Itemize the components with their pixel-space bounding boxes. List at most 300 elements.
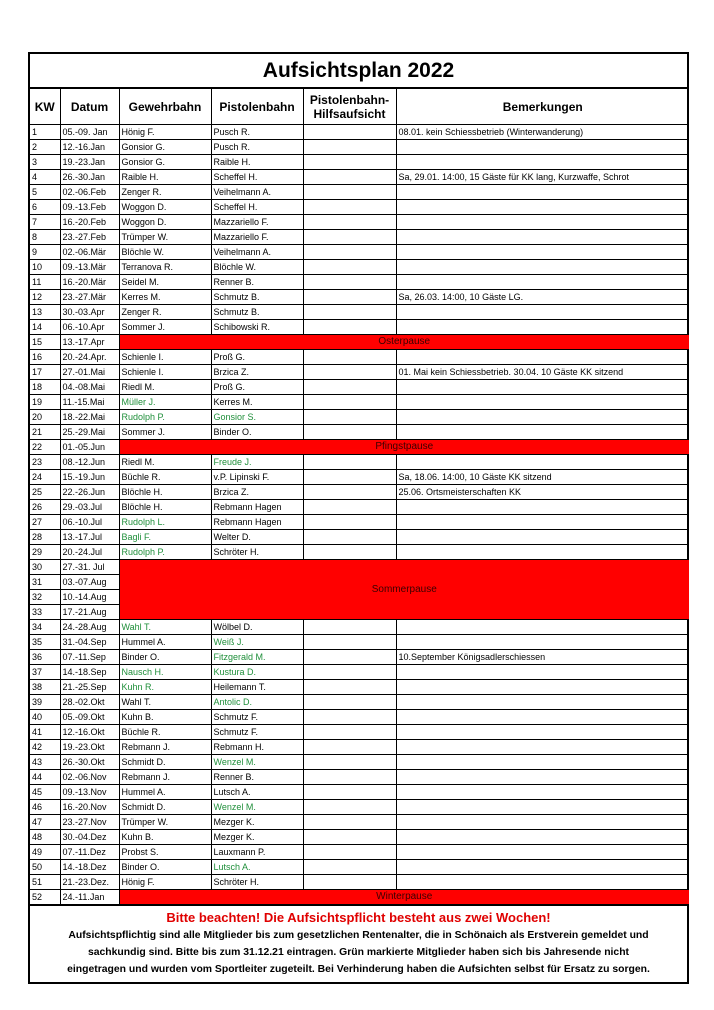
table-row (30, 215, 689, 230)
kw-cell: 49 (30, 845, 60, 860)
hilfsaufsicht-cell (303, 695, 396, 710)
gewehrbahn-cell: Trümper W. (119, 230, 211, 245)
datum-cell: 01.-05.Jun (60, 440, 119, 455)
bemerkung-cell (396, 725, 689, 740)
kw-cell: 1 (30, 125, 60, 140)
datum-cell: 18.-22.Mai (60, 410, 119, 425)
pistolenbahn-cell: Wölbel D. (211, 620, 303, 635)
bemerkung-cell (396, 845, 689, 860)
pistolenbahn-cell: Pusch R. (211, 125, 303, 140)
hilfsaufsicht-cell (303, 395, 396, 410)
hilfsaufsicht-cell (303, 275, 396, 290)
gewehrbahn-cell: Riedl M. (119, 455, 211, 470)
bemerkung-cell (396, 185, 689, 200)
kw-cell: 15 (30, 335, 60, 350)
gewehrbahn-cell: Wahl T. (119, 620, 211, 635)
datum-cell: 10.-14.Aug (60, 590, 119, 605)
table-row (30, 560, 689, 575)
table-row (30, 710, 689, 725)
gewehrbahn-cell: Rudolph L. (119, 515, 211, 530)
hilfsaufsicht-cell (303, 290, 396, 305)
pistolenbahn-cell: Schmutz F. (211, 710, 303, 725)
datum-cell: 22.-26.Jun (60, 485, 119, 500)
gewehrbahn-cell: Kuhn R. (119, 680, 211, 695)
header-hilfsaufsicht (303, 89, 396, 125)
pistolenbahn-cell: Schmutz B. (211, 305, 303, 320)
kw-cell: 14 (30, 320, 60, 335)
table-row (30, 830, 689, 845)
kw-cell: 21 (30, 425, 60, 440)
datum-cell: 27.-01.Mai (60, 365, 119, 380)
header-gewehrbahn: Gewehrbahn (119, 89, 211, 125)
datum-cell: 09.-13.Feb (60, 200, 119, 215)
gewehrbahn-cell: Binder O. (119, 860, 211, 875)
gewehrbahn-cell: Zenger R. (119, 185, 211, 200)
gewehrbahn-cell: Probst S. (119, 845, 211, 860)
gewehrbahn-cell: Hummel A. (119, 785, 211, 800)
datum-cell: 25.-29.Mai (60, 425, 119, 440)
hilfsaufsicht-cell (303, 350, 396, 365)
kw-cell: 28 (30, 530, 60, 545)
bemerkung-cell (396, 770, 689, 785)
kw-cell: 24 (30, 470, 60, 485)
hilfsaufsicht-cell (303, 320, 396, 335)
bemerkung-cell: 10.September Königsadlerschiessen (396, 650, 689, 665)
bemerkung-cell (396, 680, 689, 695)
table-row (30, 365, 689, 380)
gewehrbahn-cell: Seidel M. (119, 275, 211, 290)
kw-cell: 47 (30, 815, 60, 830)
pistolenbahn-cell: Veihelmann A. (211, 185, 303, 200)
pistolenbahn-cell: Renner B. (211, 275, 303, 290)
pistolenbahn-cell: Antolic D. (211, 695, 303, 710)
info-line-2: sachkundig sind. Bitte bis zum 31.12.21 eintragen. Grün markierte Mitglieder haben sich bis Jahresende nicht (87, 947, 630, 958)
gewehrbahn-cell: Hummel A. (119, 635, 211, 650)
bemerkung-cell (396, 860, 689, 875)
pause-cell: Pfingstpause (119, 440, 689, 455)
table-row (30, 155, 689, 170)
gewehrbahn-cell: Rebmann J. (119, 770, 211, 785)
kw-cell: 23 (30, 455, 60, 470)
kw-cell: 29 (30, 545, 60, 560)
datum-cell: 21.-23.Dez. (60, 875, 119, 890)
hilfsaufsicht-cell (303, 650, 396, 665)
bemerkung-cell (396, 815, 689, 830)
gewehrbahn-cell: Rudolph P. (119, 410, 211, 425)
gewehrbahn-cell: Büchle R. (119, 470, 211, 485)
datum-cell: 09.-13.Mär (60, 260, 119, 275)
hilfsaufsicht-cell (303, 620, 396, 635)
pause-cell: Sommerpause (119, 560, 689, 620)
table-row (30, 785, 689, 800)
hilfsaufsicht-cell (303, 515, 396, 530)
datum-cell: 20.-24.Jul (60, 545, 119, 560)
bemerkung-cell (396, 245, 689, 260)
pistolenbahn-cell: Brzica Z. (211, 365, 303, 380)
hilfsaufsicht-cell (303, 185, 396, 200)
pistolenbahn-cell: Scheffel H. (211, 170, 303, 185)
pistolenbahn-cell: Binder O. (211, 425, 303, 440)
pistolenbahn-cell: Heilemann T. (211, 680, 303, 695)
gewehrbahn-cell: Rudolph P. (119, 545, 211, 560)
hilfsaufsicht-cell (303, 485, 396, 500)
kw-cell: 44 (30, 770, 60, 785)
pistolenbahn-cell: Mazzariello F. (211, 215, 303, 230)
table-row (30, 815, 689, 830)
pistolenbahn-cell: Lutsch A. (211, 860, 303, 875)
kw-cell: 39 (30, 695, 60, 710)
gewehrbahn-cell: Schmidt D. (119, 800, 211, 815)
pistolenbahn-cell: Schmutz F. (211, 725, 303, 740)
datum-cell: 23.-27.Nov (60, 815, 119, 830)
datum-cell: 02.-06.Feb (60, 185, 119, 200)
pistolenbahn-cell: Proß G. (211, 380, 303, 395)
bemerkung-cell (396, 200, 689, 215)
gewehrbahn-cell: Kuhn B. (119, 830, 211, 845)
bemerkung-cell (396, 665, 689, 680)
hilfsaufsicht-cell (303, 635, 396, 650)
datum-cell: 02.-06.Nov (60, 770, 119, 785)
datum-cell: 30.-03.Apr (60, 305, 119, 320)
bemerkung-cell (396, 305, 689, 320)
hilfsaufsicht-cell (303, 845, 396, 860)
pistolenbahn-cell: Proß G. (211, 350, 303, 365)
gewehrbahn-cell: Nausch H. (119, 665, 211, 680)
pistolenbahn-cell: Rebmann Hagen (211, 515, 303, 530)
pistolenbahn-cell: Scheffel H. (211, 200, 303, 215)
hilfsaufsicht-cell (303, 680, 396, 695)
hilfsaufsicht-cell (303, 860, 396, 875)
hilfsaufsicht-cell (303, 260, 396, 275)
pistolenbahn-cell: Kustura D. (211, 665, 303, 680)
hilfsaufsicht-cell (303, 665, 396, 680)
hilfsaufsicht-cell (303, 140, 396, 155)
datum-cell: 14.-18.Dez (60, 860, 119, 875)
pistolenbahn-cell: Mezger K. (211, 815, 303, 830)
hilfsaufsicht-cell (303, 200, 396, 215)
kw-cell: 20 (30, 410, 60, 425)
table-row (30, 890, 689, 905)
header-hilfsaufsicht-line2: Hilfsaufsicht (313, 106, 386, 121)
kw-cell: 31 (30, 575, 60, 590)
gewehrbahn-cell: Kuhn B. (119, 710, 211, 725)
datum-cell: 20.-24.Apr. (60, 350, 119, 365)
datum-cell: 13.-17.Apr (60, 335, 119, 350)
kw-cell: 37 (30, 665, 60, 680)
table-row (30, 290, 689, 305)
kw-cell: 51 (30, 875, 60, 890)
pistolenbahn-cell: Lauxmann P. (211, 845, 303, 860)
bemerkung-cell (396, 875, 689, 890)
bemerkung-cell (396, 275, 689, 290)
kw-cell: 35 (30, 635, 60, 650)
table-row (30, 275, 689, 290)
kw-cell: 5 (30, 185, 60, 200)
datum-cell: 24.-11.Jan (60, 890, 119, 905)
hilfsaufsicht-cell (303, 245, 396, 260)
datum-cell: 26.-30.Okt (60, 755, 119, 770)
bemerkung-cell: 01. Mai kein Schiessbetrieb. 30.04. 10 Gäste KK sitzend (396, 365, 689, 380)
warning-note: Bitte beachten! Die Aufsichtspflicht besteht aus zwei Wochen! (166, 910, 551, 925)
kw-cell: 22 (30, 440, 60, 455)
hilfsaufsicht-cell (303, 530, 396, 545)
table-row (30, 425, 689, 440)
datum-cell: 27.-31. Jul (60, 560, 119, 575)
hilfsaufsicht-cell (303, 545, 396, 560)
kw-cell: 43 (30, 755, 60, 770)
kw-cell: 36 (30, 650, 60, 665)
schedule-table (30, 88, 689, 905)
kw-cell: 12 (30, 290, 60, 305)
bemerkung-cell (396, 320, 689, 335)
pistolenbahn-cell: Freude J. (211, 455, 303, 470)
hilfsaufsicht-cell (303, 470, 396, 485)
bemerkung-cell: 08.01. kein Schiessbetrieb (Winterwanderung) (396, 125, 689, 140)
bemerkung-cell (396, 140, 689, 155)
pistolenbahn-cell: Schröter H. (211, 875, 303, 890)
kw-cell: 17 (30, 365, 60, 380)
kw-cell: 11 (30, 275, 60, 290)
table-row (30, 620, 689, 635)
table-row (30, 380, 689, 395)
kw-cell: 10 (30, 260, 60, 275)
datum-cell: 12.-16.Okt (60, 725, 119, 740)
hilfsaufsicht-cell (303, 710, 396, 725)
datum-cell: 17.-21.Aug (60, 605, 119, 620)
datum-cell: 26.-30.Jan (60, 170, 119, 185)
kw-cell: 6 (30, 200, 60, 215)
pistolenbahn-cell: Kerres M. (211, 395, 303, 410)
kw-cell: 8 (30, 230, 60, 245)
bemerkung-cell (396, 410, 689, 425)
table-row (30, 755, 689, 770)
gewehrbahn-cell: Hönig F. (119, 125, 211, 140)
bemerkung-cell (396, 545, 689, 560)
bemerkung-cell (396, 830, 689, 845)
table-row (30, 305, 689, 320)
table-row (30, 455, 689, 470)
bemerkung-cell: Sa, 29.01. 14:00, 15 Gäste für KK lang, Kurzwaffe, Schrot (396, 170, 689, 185)
kw-cell: 2 (30, 140, 60, 155)
table-row (30, 395, 689, 410)
bemerkung-cell (396, 215, 689, 230)
kw-cell: 41 (30, 725, 60, 740)
bemerkung-cell (396, 380, 689, 395)
bemerkung-cell: Sa, 18.06. 14:00, 10 Gäste KK sitzend (396, 470, 689, 485)
datum-cell: 13.-17.Jul (60, 530, 119, 545)
gewehrbahn-cell: Blöchle H. (119, 500, 211, 515)
gewehrbahn-cell: Sommer J. (119, 425, 211, 440)
gewehrbahn-cell: Wahl T. (119, 695, 211, 710)
datum-cell: 11.-15.Mai (60, 395, 119, 410)
datum-cell: 23.-27.Feb (60, 230, 119, 245)
gewehrbahn-cell: Raible H. (119, 170, 211, 185)
table-row (30, 770, 689, 785)
bemerkung-cell (396, 260, 689, 275)
table-row (30, 170, 689, 185)
datum-cell: 06.-10.Jul (60, 515, 119, 530)
pistolenbahn-cell: Veihelmann A. (211, 245, 303, 260)
datum-cell: 04.-08.Mai (60, 380, 119, 395)
datum-cell: 16.-20.Nov (60, 800, 119, 815)
table-row (30, 845, 689, 860)
pistolenbahn-cell: Raible H. (211, 155, 303, 170)
datum-cell: 07.-11.Sep (60, 650, 119, 665)
gewehrbahn-cell: Trümper W. (119, 815, 211, 830)
table-row (30, 530, 689, 545)
pistolenbahn-cell: Pusch R. (211, 140, 303, 155)
pause-cell: Winterpause (119, 890, 689, 905)
table-row (30, 545, 689, 560)
kw-cell: 18 (30, 380, 60, 395)
pistolenbahn-cell: Mezger K. (211, 830, 303, 845)
kw-cell: 7 (30, 215, 60, 230)
hilfsaufsicht-cell (303, 410, 396, 425)
kw-cell: 52 (30, 890, 60, 905)
kw-cell: 48 (30, 830, 60, 845)
datum-cell: 07.-11.Dez (60, 845, 119, 860)
kw-cell: 46 (30, 800, 60, 815)
pistolenbahn-cell: v.P. Lipinski F. (211, 470, 303, 485)
hilfsaufsicht-cell (303, 230, 396, 245)
hilfsaufsicht-cell (303, 455, 396, 470)
gewehrbahn-cell: Zenger R. (119, 305, 211, 320)
table-row (30, 260, 689, 275)
gewehrbahn-cell: Blöchle H. (119, 485, 211, 500)
table-row (30, 875, 689, 890)
kw-cell: 26 (30, 500, 60, 515)
table-row (30, 680, 689, 695)
gewehrbahn-cell: Riedl M. (119, 380, 211, 395)
hilfsaufsicht-cell (303, 305, 396, 320)
kw-cell: 9 (30, 245, 60, 260)
gewehrbahn-cell: Gonsior G. (119, 155, 211, 170)
bemerkung-cell (396, 740, 689, 755)
kw-cell: 30 (30, 560, 60, 575)
pistolenbahn-cell: Rebmann H. (211, 740, 303, 755)
bemerkung-cell (396, 800, 689, 815)
gewehrbahn-cell: Woggon D. (119, 200, 211, 215)
schedule-rows (30, 125, 689, 905)
header-datum: Datum (60, 89, 119, 125)
datum-cell: 24.-28.Aug (60, 620, 119, 635)
bemerkung-cell (396, 785, 689, 800)
datum-cell: 08.-12.Jun (60, 455, 119, 470)
pistolenbahn-cell: Mazzariello F. (211, 230, 303, 245)
kw-cell: 25 (30, 485, 60, 500)
pistolenbahn-cell: Schmutz B. (211, 290, 303, 305)
datum-cell: 19.-23.Jan (60, 155, 119, 170)
bemerkung-cell (396, 530, 689, 545)
datum-cell: 31.-04.Sep (60, 635, 119, 650)
info-note (30, 926, 687, 978)
datum-cell: 06.-10.Apr (60, 320, 119, 335)
datum-cell: 21.-25.Sep (60, 680, 119, 695)
hilfsaufsicht-cell (303, 800, 396, 815)
datum-cell: 19.-23.Okt (60, 740, 119, 755)
bemerkung-cell: 25.06. Ortsmeisterschaften KK (396, 485, 689, 500)
gewehrbahn-cell: Bagli F. (119, 530, 211, 545)
table-row (30, 335, 689, 350)
kw-cell: 50 (30, 860, 60, 875)
datum-cell: 14.-18.Sep (60, 665, 119, 680)
pistolenbahn-cell: Renner B. (211, 770, 303, 785)
pistolenbahn-cell: Welter D. (211, 530, 303, 545)
table-row (30, 350, 689, 365)
gewehrbahn-cell: Kerres M. (119, 290, 211, 305)
kw-cell: 19 (30, 395, 60, 410)
page-title: Aufsichtsplan 2022 (30, 54, 687, 88)
hilfsaufsicht-cell (303, 365, 396, 380)
header-pistolenbahn: Pistolenbahn (211, 89, 303, 125)
header-hilfsaufsicht-line1: Pistolenbahn- (309, 92, 390, 107)
bemerkung-cell (396, 755, 689, 770)
pistolenbahn-cell: Schröter H. (211, 545, 303, 560)
table-row (30, 470, 689, 485)
table-row (30, 650, 689, 665)
kw-cell: 38 (30, 680, 60, 695)
kw-cell: 45 (30, 785, 60, 800)
kw-cell: 32 (30, 590, 60, 605)
kw-cell: 4 (30, 170, 60, 185)
hilfsaufsicht-cell (303, 155, 396, 170)
datum-cell: 12.-16.Jan (60, 140, 119, 155)
hilfsaufsicht-cell (303, 740, 396, 755)
datum-cell: 05.-09. Jan (60, 125, 119, 140)
table-row (30, 500, 689, 515)
bemerkung-cell: Sa, 26.03. 14:00, 10 Gäste LG. (396, 290, 689, 305)
hilfsaufsicht-cell (303, 785, 396, 800)
kw-cell: 33 (30, 605, 60, 620)
hilfsaufsicht-cell (303, 425, 396, 440)
pistolenbahn-cell: Blöchle W. (211, 260, 303, 275)
kw-cell: 27 (30, 515, 60, 530)
table-row (30, 665, 689, 680)
bemerkung-cell (396, 710, 689, 725)
gewehrbahn-cell: Schienle I. (119, 350, 211, 365)
gewehrbahn-cell: Terranova R. (119, 260, 211, 275)
table-row (30, 185, 689, 200)
bemerkung-cell (396, 350, 689, 365)
bemerkung-cell (396, 515, 689, 530)
bemerkung-cell (396, 425, 689, 440)
table-row (30, 200, 689, 215)
pistolenbahn-cell: Fitzgerald M. (211, 650, 303, 665)
bemerkung-cell (396, 695, 689, 710)
pistolenbahn-cell: Schibowski R. (211, 320, 303, 335)
hilfsaufsicht-cell (303, 380, 396, 395)
datum-cell: 23.-27.Mär (60, 290, 119, 305)
pistolenbahn-cell: Weiß J. (211, 635, 303, 650)
pistolenbahn-cell: Lutsch A. (211, 785, 303, 800)
gewehrbahn-cell: Woggon D. (119, 215, 211, 230)
gewehrbahn-cell: Blöchle W. (119, 245, 211, 260)
table-row (30, 230, 689, 245)
hilfsaufsicht-cell (303, 815, 396, 830)
bemerkung-cell (396, 635, 689, 650)
table-row (30, 800, 689, 815)
datum-cell: 02.-06.Mär (60, 245, 119, 260)
table-row (30, 860, 689, 875)
datum-cell: 28.-02.Okt (60, 695, 119, 710)
table-row (30, 245, 689, 260)
table-row (30, 725, 689, 740)
notes-section (30, 905, 687, 978)
kw-cell: 13 (30, 305, 60, 320)
table-row (30, 635, 689, 650)
bemerkung-cell (396, 500, 689, 515)
info-line-3: eingetragen und wurden vom Sportleiter zugeteilt. Bei Verhinderung haben die Aufsichten selbst für Ersatz zu sorgen. (67, 964, 650, 975)
